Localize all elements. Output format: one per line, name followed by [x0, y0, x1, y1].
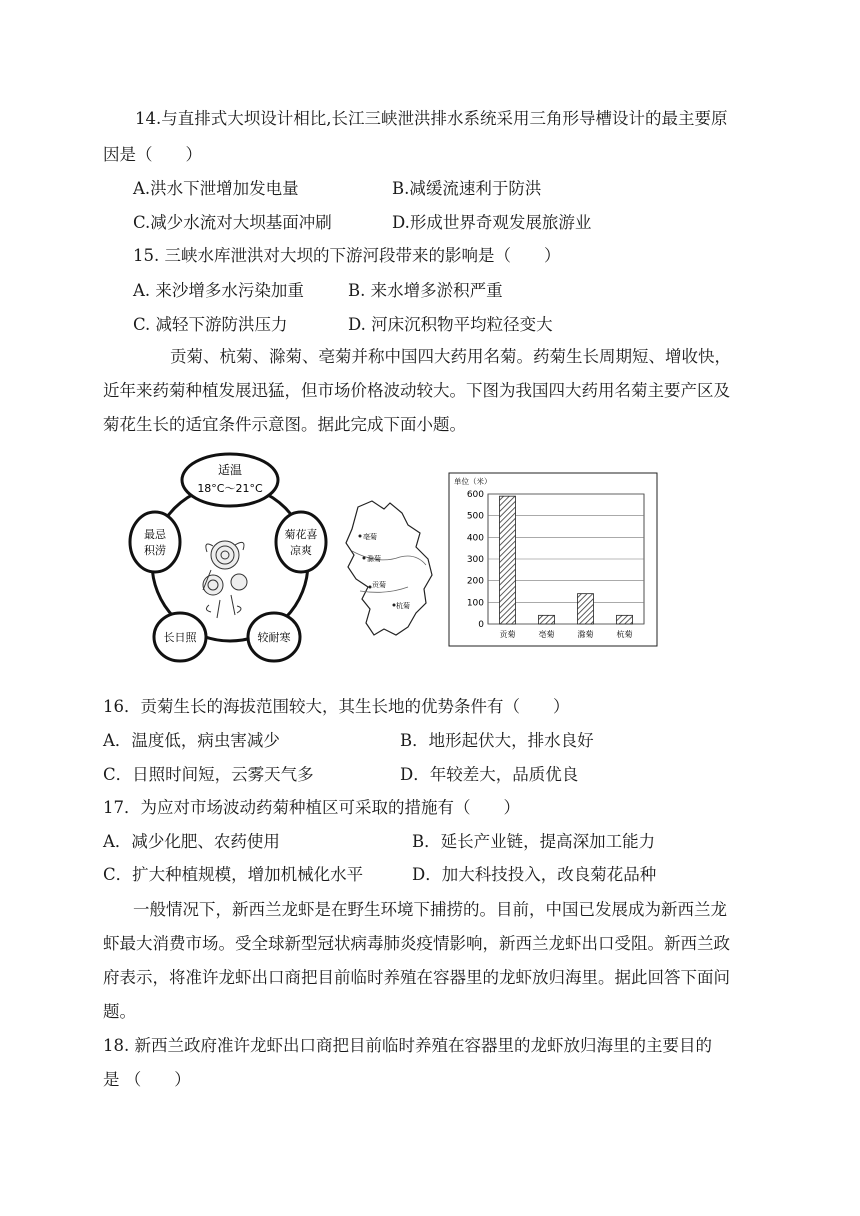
chart-ylabel: 单位（米）: [454, 477, 492, 486]
q16-option-a: A．温度低，病虫害减少: [103, 731, 280, 750]
chart-category-label: 杭菊: [616, 630, 633, 639]
q17-option-c: C．扩大种植规模，增加机械化水平: [103, 865, 364, 884]
chart-ytick-label: 300: [466, 555, 484, 565]
chrysanthemum-illustration: [203, 541, 247, 618]
q17-stem: 17．为应对市场波动药菊种植区可采取的措施有（ ）: [103, 798, 520, 817]
map-label-hangzhou: 杭菊: [396, 602, 410, 610]
passage2-line4: 题。: [103, 1002, 136, 1021]
q16-option-b: B．地形起伏大，排水良好: [400, 731, 594, 750]
chart-bar: [617, 615, 633, 624]
q14-option-c: C.减少水流对大坝基面冲刷: [133, 213, 332, 232]
chart-ytick-label: 500: [466, 511, 484, 522]
q16-option-d: D．年较差大，品质优良: [400, 765, 579, 784]
passage2-line2: 虾最大消费市场。受全球新型冠状病毒肺炎疫情影响，新西兰龙虾出口受阻。新西兰政: [103, 934, 730, 953]
q18-stem-line1: 18. 新西兰政府准许龙虾出口商把目前临时养殖在容器里的龙虾放归海里的主要目的: [103, 1036, 712, 1055]
q15-option-b: B. 来水增多淤积严重: [348, 281, 503, 300]
chart-ytick-label: 100: [466, 598, 484, 609]
chart-ytick-label: 600: [466, 490, 484, 500]
chart-ytick-label: 200: [466, 576, 484, 587]
chart-category-label: 滁菊: [577, 630, 594, 639]
chart-bar: [578, 594, 594, 624]
long-daylight-label: 长日照: [163, 631, 197, 644]
temp-range-label: 18°C～21°C: [197, 482, 263, 495]
altitude-bar-chart: [448, 472, 658, 647]
growth-conditions-diagram: [125, 450, 335, 672]
q17-option-b: B．延长产业链，提高深加工能力: [412, 832, 656, 851]
q16-option-c: C．日照时间短，云雾天气多: [103, 765, 314, 784]
q14-option-d: D.形成世界奇观发展旅游业: [392, 213, 592, 232]
q15-option-c: C. 减轻下游防洪压力: [133, 315, 288, 334]
passage2-line3: 府表示，将准许龙虾出口商把目前临时养殖在容器里的龙虾放归海里。据此回答下面问: [103, 968, 730, 987]
waterlog-label-1: 最忌: [144, 528, 166, 541]
cool-label-2: 凉爽: [290, 544, 312, 557]
passage1-line3: 菊花生长的适宜条件示意图。据此完成下面小题。: [103, 415, 466, 434]
passage1-line1: 贡菊、杭菊、滁菊、亳菊并称中国四大药用名菊。药菊生长周期短、增收快，: [170, 347, 731, 366]
map-label-gong: 贡菊: [372, 581, 386, 589]
cool-label-1: 菊花喜: [284, 528, 318, 541]
chart-ytick-label: 400: [466, 533, 484, 544]
chart-bar: [500, 496, 516, 624]
chart-ytick-label: 0: [478, 620, 484, 630]
q14-stem-line1: 14.与直排式大坝设计相比,长江三峡泄洪排水系统采用三角形导槽设计的最主要原: [135, 109, 728, 128]
q14-stem-line2: 因是（ ）: [103, 145, 202, 164]
chart-category-label: 亳菊: [538, 630, 555, 639]
q18-stem-line2: 是 （ ）: [103, 1070, 191, 1089]
cold-tolerant-label: 较耐寒: [257, 631, 291, 644]
chart-category-label: 贡菊: [499, 630, 516, 639]
waterlog-label-2: 积涝: [144, 544, 166, 557]
q16-stem: 16．贡菊生长的海拔范围较大，其生长地的优势条件有（ ）: [103, 697, 570, 716]
q15-option-a: A. 来沙增多水污染加重: [133, 281, 304, 300]
passage1-line2: 近年来药菊种植发展迅猛，但市场价格波动较大。下图为我国四大药用名菊主要产区及: [103, 381, 730, 400]
map-label-chuzhou: 滁菊: [367, 555, 381, 563]
temp-label: 适温: [217, 463, 243, 477]
province-map: [338, 495, 438, 645]
q14-option-b: B.减缓流速利于防洪: [392, 179, 542, 198]
map-outline: [346, 501, 432, 635]
q14-option-a: A.洪水下泄增加发电量: [133, 179, 299, 198]
q15-option-d: D. 河床沉积物平均粒径变大: [348, 315, 553, 334]
passage2-line1: 一般情况下，新西兰龙虾是在野生环境下捕捞的。目前，中国已发展成为新西兰龙: [133, 900, 727, 919]
q17-option-a: A．减少化肥、农药使用: [103, 832, 280, 851]
q15-stem: 15. 三峡水库泄洪对大坝的下游河段带来的影响是（ ）: [133, 246, 561, 265]
q17-option-d: D．加大科技投入，改良菊花品种: [412, 865, 657, 884]
map-label-bozhou: 亳菊: [363, 533, 377, 541]
chart-bar: [539, 615, 555, 624]
